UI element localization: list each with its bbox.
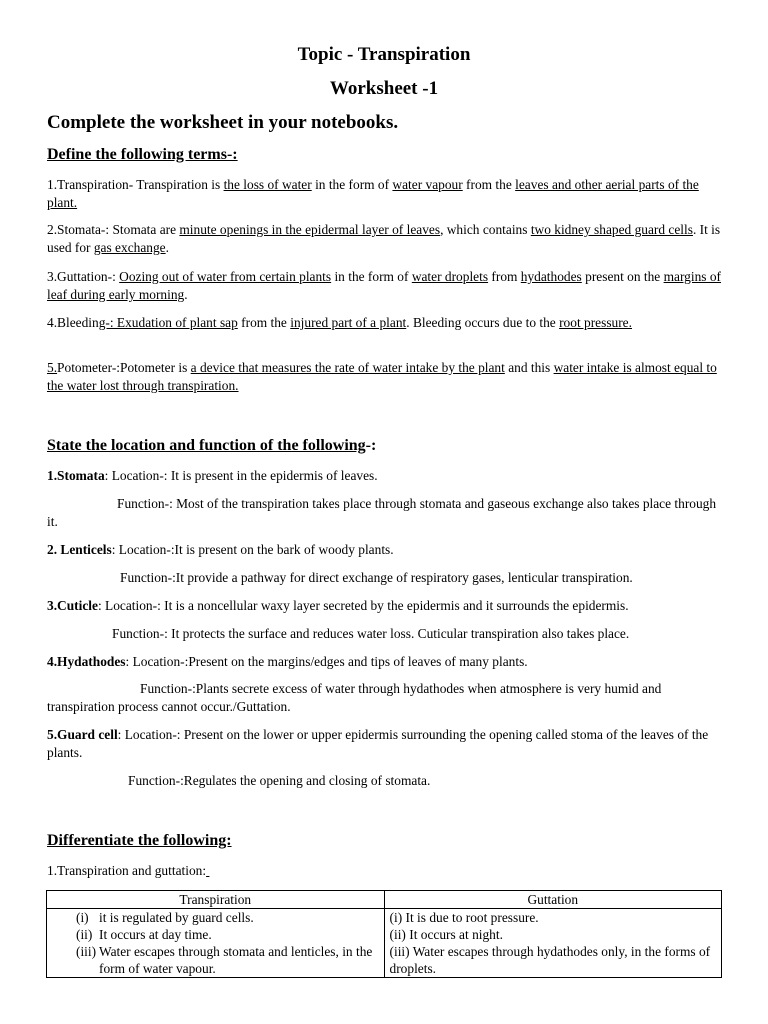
table-cell-guttation	[384, 909, 721, 978]
define-item: 2.Stomata-: Stomata are minute openings in the epidermal layer of leaves, which contains two kidney shaped guard cells. It is used for gas exchange.	[47, 222, 721, 255]
location-heading: State the location and function of the following-:	[47, 437, 377, 454]
function-item: Function-:It provide a pathway for direct exchange of respiratory gases, lenticular transpiration.	[120, 570, 633, 585]
list-item: (iii) Water escapes through hydathodes only, in the forms of droplets.	[389, 944, 711, 976]
table-header-row	[47, 891, 722, 909]
differentiate-question: 1.Transpiration and guttation:	[47, 863, 207, 878]
function-item: Function-:Regulates the opening and closing of stomata.	[128, 773, 431, 788]
location-item: 1.Stomata: Location-: It is present in the epidermis of leaves.	[47, 468, 378, 483]
location-item: 3.Cuticle: Location-: It is a noncellular waxy layer secreted by the epidermis and it surrounds the epidermis.	[47, 598, 629, 613]
define-item: 1.Transpiration- Transpiration is the loss of water in the form of water vapour from the leaves and other aerial parts of the plant.	[47, 177, 699, 210]
list-item: (iii) Water escapes through stomata and lenticles, in the form of water vapour.	[76, 944, 373, 976]
function-item: Function-: Most of the transpiration takes place through stomata and gaseous exchange also takes place through it.	[47, 496, 717, 529]
table-header: Guttation	[384, 891, 721, 909]
location-item: 4.Hydathodes: Location-:Present on the margins/edges and tips of leaves of many plants.	[47, 654, 528, 669]
define-item: 5.Potometer-:Potometer is a device that measures the rate of water intake by the plant and this water intake is almost equal to the water lost through transpiration.	[47, 360, 717, 393]
define-item: 3.Guttation-: Oozing out of water from certain plants in the form of water droplets from hydathodes present on the margins of leaf during early morning.	[47, 269, 721, 302]
define-heading: Define the following terms-:	[47, 146, 238, 163]
list-item: (i) it is regulated by guard cells.	[76, 910, 254, 925]
table-header: Transpiration	[47, 891, 385, 909]
table-row	[47, 909, 722, 978]
define-item: 4.Bleeding-: Exudation of plant sap from the injured part of a plant. Bleeding occurs due to the root pressure.	[47, 315, 632, 330]
list-item: (i) It is due to root pressure.	[389, 910, 539, 925]
instruction: Complete the worksheet in your notebooks.	[47, 112, 399, 133]
function-item: Function-:Plants secrete excess of water through hydathodes when atmosphere is very humid and transpiration process cannot occur./Guttation.	[47, 681, 662, 714]
differentiate-heading: Differentiate the following:	[47, 832, 232, 849]
list-item: (ii) It occurs at day time.	[76, 927, 212, 942]
page-subtitle: Worksheet -1	[329, 78, 439, 99]
location-item: 5.Guard cell: Location-: Present on the lower or upper epidermis surrounding the opening called stoma of the leaves of the plants.	[47, 727, 709, 760]
page-title: Topic - Transpiration	[297, 44, 471, 65]
table-cell-transpiration	[47, 909, 385, 978]
list-item: (ii) It occurs at night.	[389, 927, 503, 942]
function-item: Function-: It protects the surface and reduces water loss. Cuticular transpiration also takes place.	[112, 626, 630, 641]
location-item: 2. Lenticels: Location-:It is present on the bark of woody plants.	[47, 542, 394, 557]
comparison-table	[46, 890, 722, 978]
